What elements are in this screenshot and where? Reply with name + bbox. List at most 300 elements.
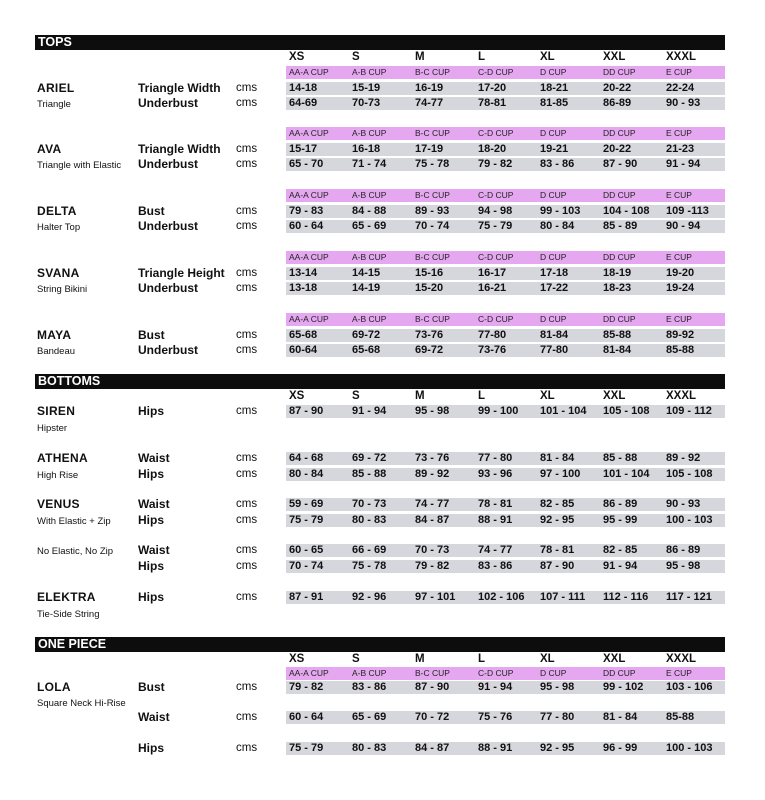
cup-label: B-C CUP (415, 252, 450, 262)
measurement-value: 99 - 100 (478, 405, 519, 417)
measurement-value: 86 - 89 (603, 498, 638, 510)
measurement-value: 81 - 84 (603, 711, 638, 723)
unit-label: cms (236, 544, 258, 556)
measurement-value: 71 - 74 (352, 158, 387, 170)
measurement-value: 16-17 (478, 267, 507, 279)
measurement-label: Triangle Width (138, 81, 221, 95)
measurement-value: 75 - 79 (289, 742, 324, 754)
cup-label: E CUP (666, 314, 692, 324)
measurement-value: 97 - 101 (415, 591, 456, 603)
measurement-value: 90 - 93 (666, 97, 701, 109)
measurement-value: 105 - 108 (603, 405, 650, 417)
product-subtitle: Bandeau (37, 346, 76, 357)
product-subtitle: Hipster (37, 423, 68, 434)
measurement-row (286, 82, 725, 95)
measurement-row (286, 329, 725, 342)
measurement-value: 86-89 (603, 97, 632, 109)
measurement-value: 17-20 (478, 82, 507, 94)
measurement-label: Underbust (138, 281, 198, 295)
measurement-value: 60 - 65 (289, 544, 324, 556)
cup-label: AA-A CUP (289, 67, 329, 77)
measurement-label: Waist (138, 497, 170, 511)
measurement-value: 73-76 (478, 344, 507, 356)
unit-label: cms (236, 711, 258, 723)
measurement-value: 85-88 (603, 329, 632, 341)
cup-label: E CUP (666, 128, 692, 138)
measurement-value: 69-72 (415, 344, 444, 356)
measurement-value: 15-16 (415, 267, 444, 279)
measurement-value: 21-23 (666, 143, 695, 155)
measurement-value: 64-69 (289, 97, 318, 109)
cup-label: D CUP (540, 314, 567, 324)
measurement-value: 69-72 (352, 329, 381, 341)
measurement-label: Waist (138, 543, 170, 557)
cup-label: B-C CUP (415, 668, 450, 678)
measurement-value: 92 - 96 (352, 591, 387, 603)
unit-label: cms (236, 143, 258, 155)
measurement-value: 60 - 64 (289, 711, 324, 723)
unit-label: cms (236, 742, 258, 754)
product-name: ATHENA (37, 451, 88, 465)
measurement-value: 81-85 (540, 97, 569, 109)
measurement-value: 88 - 91 (478, 514, 513, 526)
measurement-value: 65 - 69 (352, 220, 387, 232)
measurement-value: 109 -113 (666, 205, 709, 217)
size-label: L (478, 653, 486, 665)
cup-label: DD CUP (603, 128, 636, 138)
measurement-value: 82 - 85 (603, 544, 638, 556)
measurement-value: 22-24 (666, 82, 695, 94)
measurement-value: 100 - 103 (666, 742, 713, 754)
measurement-value: 75 - 76 (478, 711, 513, 723)
measurement-value: 87 - 90 (603, 158, 638, 170)
measurement-value: 13-14 (289, 267, 318, 279)
measurement-row (286, 220, 725, 233)
size-label: XS (289, 653, 305, 665)
size-label: S (352, 653, 360, 665)
measurement-value: 70-73 (352, 97, 381, 109)
measurement-value: 117 - 121 (666, 591, 712, 603)
measurement-value: 83 - 86 (540, 158, 575, 170)
measurement-value: 83 - 86 (352, 681, 387, 693)
cup-label: AA-A CUP (289, 668, 329, 678)
measurement-label: Hips (138, 741, 165, 755)
size-label: XXL (603, 653, 626, 665)
measurement-value: 65-68 (289, 329, 318, 341)
measurement-value: 85-88 (666, 344, 695, 356)
measurement-value: 78-81 (478, 97, 507, 109)
measurement-value: 70 - 74 (415, 220, 450, 232)
measurement-value: 81-84 (603, 344, 632, 356)
cup-label: C-D CUP (478, 252, 514, 262)
measurement-value: 70 - 74 (289, 560, 324, 572)
measurement-value: 17-18 (540, 267, 569, 279)
cup-label: A-B CUP (352, 314, 387, 324)
size-label: XL (540, 653, 555, 665)
measurement-row (286, 205, 725, 218)
measurement-value: 16-19 (415, 82, 444, 94)
size-label: XL (540, 390, 555, 402)
cup-label: E CUP (666, 252, 692, 262)
measurement-value: 85 - 88 (352, 468, 387, 480)
measurement-row (286, 742, 725, 755)
measurement-value: 94 - 98 (478, 205, 513, 217)
measurement-value: 85 - 88 (603, 452, 638, 464)
cup-row (286, 251, 725, 264)
cup-label: AA-A CUP (289, 128, 329, 138)
measurement-row (286, 711, 725, 724)
cup-label: A-B CUP (352, 128, 387, 138)
product-name: MAYA (37, 328, 72, 342)
measurement-label: Hips (138, 513, 165, 527)
product-name: LOLA (37, 680, 71, 694)
measurement-value: 78 - 81 (540, 544, 575, 556)
measurement-value: 65-68 (352, 344, 381, 356)
measurement-value: 100 - 103 (666, 514, 713, 526)
cup-label: D CUP (540, 67, 567, 77)
measurement-value: 80 - 84 (289, 468, 324, 480)
measurement-value: 85-88 (666, 711, 695, 723)
measurement-value: 86 - 89 (666, 544, 701, 556)
cup-label: DD CUP (603, 190, 636, 200)
measurement-label: Triangle Height (138, 266, 225, 280)
cup-label: A-B CUP (352, 668, 387, 678)
product-name: SVANA (37, 266, 80, 280)
product-subtitle: Halter Top (37, 222, 81, 233)
measurement-value: 18-23 (603, 282, 632, 294)
unit-label: cms (236, 82, 258, 94)
cup-label: DD CUP (603, 314, 636, 324)
unit-label: cms (236, 498, 258, 510)
measurement-value: 95 - 98 (666, 560, 701, 572)
cup-label: C-D CUP (478, 67, 514, 77)
measurement-value: 14-15 (352, 267, 381, 279)
measurement-value: 80 - 84 (540, 220, 575, 232)
cup-label: B-C CUP (415, 190, 450, 200)
cup-label: D CUP (540, 668, 567, 678)
measurement-row (286, 97, 725, 110)
measurement-value: 74-77 (415, 97, 444, 109)
measurement-value: 95 - 98 (540, 681, 575, 693)
measurement-value: 20-22 (603, 82, 632, 94)
measurement-label: Bust (138, 680, 165, 694)
size-label: XXXL (666, 51, 697, 63)
section-header-bottoms: BOTTOMS (35, 374, 725, 389)
measurement-value: 81 - 84 (540, 452, 575, 464)
measurement-value: 89 - 92 (666, 452, 701, 464)
measurement-value: 109 - 112 (666, 405, 712, 417)
measurement-value: 101 - 104 (603, 468, 650, 480)
measurement-value: 18-21 (540, 82, 569, 94)
unit-label: cms (236, 267, 258, 279)
measurement-label: Underbust (138, 343, 198, 357)
measurement-value: 96 - 99 (603, 742, 638, 754)
measurement-value: 77-80 (478, 329, 507, 341)
product-name: DELTA (37, 204, 77, 218)
measurement-value: 79 - 82 (289, 681, 324, 693)
measurement-row (286, 498, 725, 511)
measurement-value: 78 - 81 (478, 498, 513, 510)
measurement-label: Underbust (138, 96, 198, 110)
measurement-value: 102 - 106 (478, 591, 525, 603)
size-label: XXXL (666, 653, 697, 665)
measurement-value: 20-22 (603, 143, 632, 155)
measurement-value: 19-21 (540, 143, 569, 155)
unit-label: cms (236, 560, 258, 572)
cup-row (286, 667, 725, 680)
product-subtitle: High Rise (37, 470, 79, 481)
measurement-value: 79 - 83 (289, 205, 324, 217)
measurement-row (286, 514, 725, 527)
measurement-value: 84 - 87 (415, 742, 450, 754)
size-label: S (352, 51, 360, 63)
measurement-value: 77 - 80 (478, 452, 513, 464)
measurement-row (286, 405, 725, 418)
measurement-row (286, 560, 725, 573)
measurement-value: 65 - 69 (352, 711, 387, 723)
size-label: M (415, 653, 425, 665)
measurement-value: 99 - 102 (603, 681, 644, 693)
cup-label: E CUP (666, 190, 692, 200)
measurement-row (286, 143, 725, 156)
measurement-value: 101 - 104 (540, 405, 587, 417)
measurement-value: 103 - 106 (666, 681, 713, 693)
size-label: XXL (603, 51, 626, 63)
cup-row (286, 189, 725, 202)
size-label: XXL (603, 390, 626, 402)
measurement-value: 91 - 94 (478, 681, 513, 693)
size-label: M (415, 51, 425, 63)
measurement-value: 19-20 (666, 267, 695, 279)
measurement-value: 91 - 94 (666, 158, 701, 170)
measurement-value: 17-19 (415, 143, 444, 155)
cup-label: C-D CUP (478, 668, 514, 678)
measurement-value: 80 - 83 (352, 514, 387, 526)
measurement-label: Hips (138, 467, 165, 481)
product-subtitle: String Bikini (37, 284, 88, 295)
measurement-value: 73-76 (415, 329, 444, 341)
measurement-value: 65 - 70 (289, 158, 324, 170)
measurement-value: 104 - 108 (603, 205, 650, 217)
measurement-row (286, 468, 725, 481)
measurement-value: 95 - 99 (603, 514, 638, 526)
unit-label: cms (236, 468, 258, 480)
measurement-value: 60 - 64 (289, 220, 324, 232)
size-label: L (478, 51, 486, 63)
measurement-value: 75 - 79 (478, 220, 513, 232)
cup-label: AA-A CUP (289, 314, 329, 324)
measurement-row (286, 544, 725, 557)
measurement-value: 80 - 83 (352, 742, 387, 754)
measurement-value: 79 - 82 (478, 158, 513, 170)
measurement-value: 16-18 (352, 143, 381, 155)
size-label: XL (540, 51, 555, 63)
measurement-value: 112 - 116 (603, 591, 649, 603)
measurement-value: 90 - 93 (666, 498, 701, 510)
measurement-label: Hips (138, 590, 165, 604)
measurement-value: 89 - 92 (415, 468, 450, 480)
size-label: S (352, 390, 360, 402)
product-subtitle: With Elastic + Zip (37, 516, 111, 527)
product-name: SIREN (37, 404, 76, 418)
cup-label: A-B CUP (352, 190, 387, 200)
measurement-value: 92 - 95 (540, 742, 575, 754)
measurement-value: 89 - 93 (415, 205, 450, 217)
measurement-value: 82 - 85 (540, 498, 575, 510)
measurement-value: 99 - 103 (540, 205, 581, 217)
measurement-value: 89-92 (666, 329, 695, 341)
unit-label: cms (236, 205, 258, 217)
measurement-value: 84 - 87 (415, 514, 450, 526)
unit-label: cms (236, 282, 258, 294)
measurement-value: 15-19 (352, 82, 381, 94)
unit-label: cms (236, 220, 258, 232)
measurement-value: 66 - 69 (352, 544, 387, 556)
unit-label: cms (236, 344, 258, 356)
unit-label: cms (236, 681, 258, 693)
measurement-value: 84 - 88 (352, 205, 387, 217)
unit-label: cms (236, 97, 258, 109)
unit-label: cms (236, 405, 258, 417)
measurement-value: 74 - 77 (478, 544, 513, 556)
measurement-value: 87 - 90 (415, 681, 450, 693)
cup-row (286, 127, 725, 140)
product-subtitle: No Elastic, No Zip (37, 546, 114, 557)
measurement-value: 59 - 69 (289, 498, 324, 510)
measurement-row (286, 158, 725, 171)
measurement-value: 79 - 82 (415, 560, 450, 572)
cup-label: A-B CUP (352, 67, 387, 77)
cup-label: A-B CUP (352, 252, 387, 262)
unit-label: cms (236, 329, 258, 341)
cup-label: B-C CUP (415, 314, 450, 324)
cup-row (286, 313, 725, 326)
product-name: VENUS (37, 497, 80, 511)
product-name: ARIEL (37, 81, 75, 95)
measurement-value: 18-19 (603, 267, 632, 279)
size-label: M (415, 390, 425, 402)
unit-label: cms (236, 514, 258, 526)
cup-row (286, 66, 725, 79)
measurement-row (286, 282, 725, 295)
size-label: XXXL (666, 390, 697, 402)
measurement-value: 88 - 91 (478, 742, 513, 754)
measurement-value: 91 - 94 (352, 405, 387, 417)
measurement-row (286, 452, 725, 465)
size-label: XS (289, 390, 305, 402)
product-subtitle: Square Neck Hi-Rise (37, 698, 126, 709)
measurement-value: 60-64 (289, 344, 318, 356)
measurement-value: 77-80 (540, 344, 569, 356)
measurement-value: 15-20 (415, 282, 444, 294)
measurement-value: 77 - 80 (540, 711, 575, 723)
measurement-value: 69 - 72 (352, 452, 387, 464)
measurement-value: 93 - 96 (478, 468, 513, 480)
measurement-value: 75 - 78 (415, 158, 450, 170)
measurement-value: 81-84 (540, 329, 569, 341)
measurement-value: 75 - 78 (352, 560, 387, 572)
measurement-value: 18-20 (478, 143, 507, 155)
measurement-value: 70 - 73 (415, 544, 450, 556)
cup-label: C-D CUP (478, 128, 514, 138)
measurement-value: 97 - 100 (540, 468, 581, 480)
measurement-label: Waist (138, 710, 170, 724)
cup-label: B-C CUP (415, 128, 450, 138)
cup-label: D CUP (540, 252, 567, 262)
cup-label: AA-A CUP (289, 190, 329, 200)
measurement-label: Bust (138, 328, 165, 342)
measurement-value: 64 - 68 (289, 452, 324, 464)
measurement-label: Hips (138, 559, 165, 573)
measurement-value: 14-18 (289, 82, 318, 94)
measurement-value: 87 - 90 (289, 405, 324, 417)
measurement-value: 87 - 90 (540, 560, 575, 572)
measurement-row (286, 267, 725, 280)
product-name: AVA (37, 142, 62, 156)
measurement-value: 92 - 95 (540, 514, 575, 526)
measurement-value: 91 - 94 (603, 560, 638, 572)
section-header-one_piece: ONE PIECE (35, 637, 725, 652)
product-subtitle: Tie-Side String (37, 609, 100, 620)
measurement-label: Bust (138, 204, 165, 218)
measurement-value: 70 - 73 (352, 498, 387, 510)
measurement-value: 70 - 72 (415, 711, 450, 723)
measurement-label: Waist (138, 451, 170, 465)
measurement-value: 14-19 (352, 282, 381, 294)
measurement-value: 90 - 94 (666, 220, 701, 232)
cup-label: DD CUP (603, 252, 636, 262)
measurement-value: 73 - 76 (415, 452, 450, 464)
cup-label: B-C CUP (415, 67, 450, 77)
cup-label: D CUP (540, 190, 567, 200)
cup-label: E CUP (666, 67, 692, 77)
measurement-value: 13-18 (289, 282, 318, 294)
cup-label: DD CUP (603, 67, 636, 77)
measurement-value: 87 - 91 (289, 591, 324, 603)
measurement-label: Triangle Width (138, 142, 221, 156)
measurement-label: Underbust (138, 157, 198, 171)
section-header-tops: TOPS (35, 35, 725, 50)
product-subtitle: Triangle (37, 99, 71, 110)
measurement-value: 74 - 77 (415, 498, 450, 510)
product-subtitle: Triangle with Elastic (37, 160, 122, 171)
measurement-value: 85 - 89 (603, 220, 638, 232)
cup-label: C-D CUP (478, 190, 514, 200)
measurement-value: 83 - 86 (478, 560, 513, 572)
measurement-value: 75 - 79 (289, 514, 324, 526)
measurement-row (286, 591, 725, 604)
measurement-value: 107 - 111 (540, 591, 586, 603)
unit-label: cms (236, 591, 258, 603)
unit-label: cms (236, 158, 258, 170)
size-label: L (478, 390, 486, 402)
cup-label: AA-A CUP (289, 252, 329, 262)
measurement-row (286, 681, 725, 694)
unit-label: cms (236, 452, 258, 464)
measurement-value: 95 - 98 (415, 405, 450, 417)
measurement-value: 19-24 (666, 282, 695, 294)
cup-label: E CUP (666, 668, 692, 678)
measurement-value: 105 - 108 (666, 468, 713, 480)
cup-label: DD CUP (603, 668, 636, 678)
product-name: ELEKTRA (37, 590, 96, 604)
measurement-value: 17-22 (540, 282, 569, 294)
cup-label: D CUP (540, 128, 567, 138)
measurement-value: 15-17 (289, 143, 318, 155)
measurement-label: Hips (138, 404, 165, 418)
size-label: XS (289, 51, 305, 63)
cup-label: C-D CUP (478, 314, 514, 324)
